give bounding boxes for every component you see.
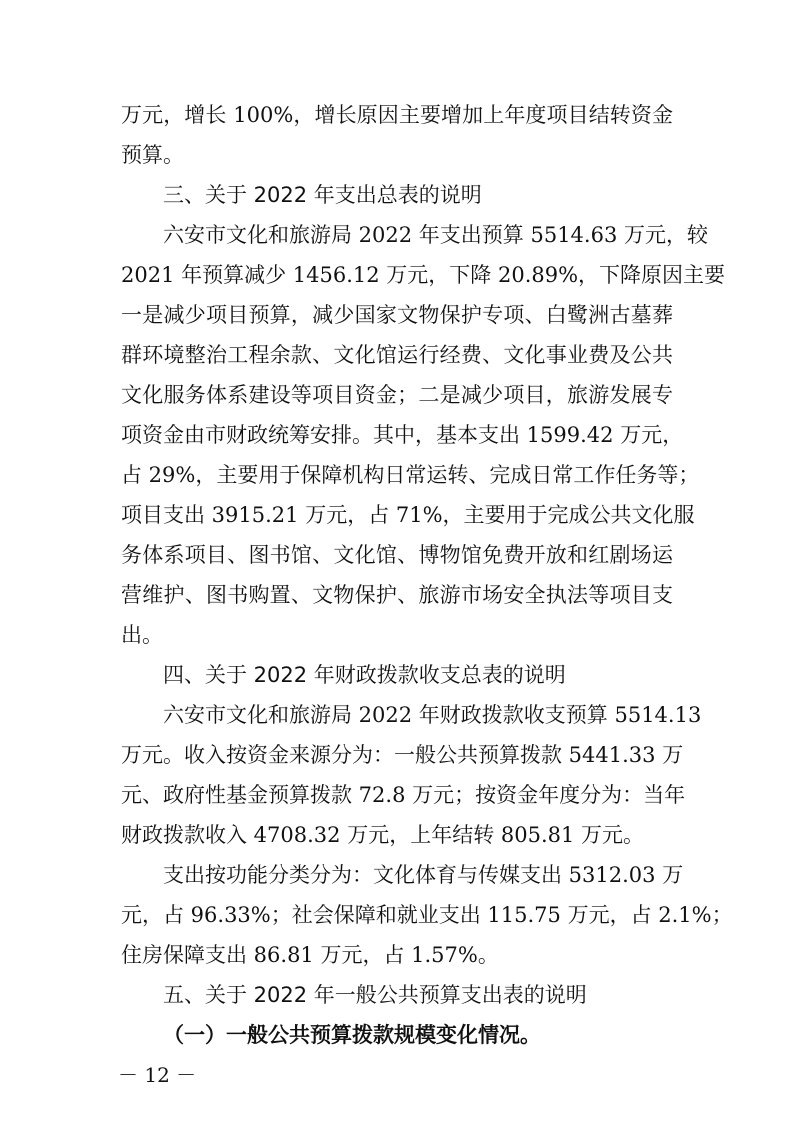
body-text-line: 文化服务体系建设等项目资金；二是减少项目，旅游发展专 <box>121 383 673 407</box>
section-heading-4: 四、关于 2022 年财政拨款收支总表的说明 <box>163 663 566 687</box>
body-text-line: 元、政府性基金预算拨款 72.8 万元；按资金年度分为：当年 <box>121 783 686 807</box>
body-text-line: 营维护、图书购置、文物保护、旅游市场安全执法等项目支 <box>121 583 673 607</box>
body-text-line: 一是减少项目预算，减少国家文物保护专项、白鹭洲古墓葬 <box>121 303 673 327</box>
body-text-line: 财政拨款收入 4708.32 万元，上年结转 805.81 万元。 <box>121 823 645 847</box>
body-text-line: 万元，增长 100%，增长原因主要增加上年度项目结转资金 <box>121 103 673 127</box>
subsection-heading-5-1: （一）一般公共预算拨款规模变化情况。 <box>163 1023 541 1047</box>
section-heading-5: 五、关于 2022 年一般公共预算支出表的说明 <box>163 983 587 1007</box>
body-text-line: 六安市文化和旅游局 2022 年支出预算 5514.63 万元，较 <box>163 223 708 247</box>
body-text-line: 六安市文化和旅游局 2022 年财政拨款收支预算 5514.13 <box>163 703 702 727</box>
body-text-line: 群环境整治工程余款、文化馆运行经费、文化事业费及公共 <box>121 343 673 367</box>
body-text-line: 项目支出 3915.21 万元，占 71%，主要用于完成公共文化服 <box>121 503 695 527</box>
body-text-line: 2021 年预算减少 1456.12 万元，下降 20.89%，下降原因主要 <box>121 263 726 287</box>
body-text-line: 出。 <box>121 623 163 647</box>
page-number: － 12 － <box>118 1063 197 1087</box>
body-text-line: 万元。收入按资金来源分为：一般公共预算拨款 5441.33 万 <box>121 743 684 767</box>
body-text-line: 预算。 <box>121 143 184 167</box>
body-text-line: 支出按功能分类分为：文化体育与传媒支出 5312.03 万 <box>163 863 684 887</box>
body-text-line: 元，占 96.33%；社会保障和就业支出 115.75 万元，占 2.1%； <box>121 903 733 927</box>
body-text-line: 住房保障支出 86.81 万元，占 1.57%。 <box>121 943 499 967</box>
section-heading-3: 三、关于 2022 年支出总表的说明 <box>163 183 482 207</box>
body-text-line: 占 29%，主要用于保障机构日常运转、完成日常工作任务等； <box>121 463 700 487</box>
body-text-line: 务体系项目、图书馆、文化馆、博物馆免费开放和红剧场运 <box>121 543 673 567</box>
body-text-line: 项资金由市财政统筹安排。其中，基本支出 1599.42 万元， <box>121 423 684 447</box>
